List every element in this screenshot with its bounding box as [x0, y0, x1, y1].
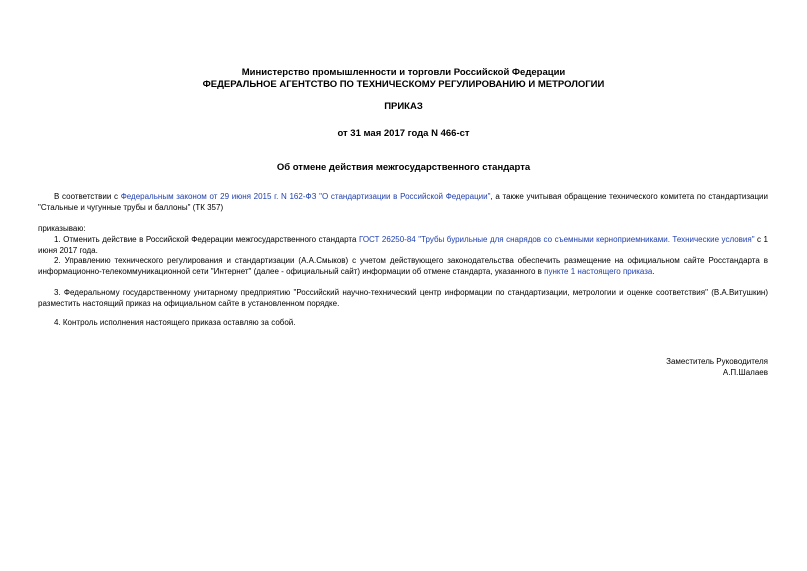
item-1-reference-link[interactable]: пункте 1 настоящего приказа [544, 267, 653, 276]
item-2-text-end: . [652, 267, 655, 276]
order-item-3: 3. Федеральному государственному унитарному предприятию "Российский научно-технический центр информации по стандартизации, метрологии и оценке соответствия" (В.А.Витушкин) разместить настоящий приказ на официальном сайте в установленном порядке. [38, 288, 768, 308]
signature-name: А.П.Шалаев [722, 368, 768, 377]
federal-law-link[interactable]: Федеральным законом от 29 июня 2015 г. N 162-ФЗ "О стандартизации в Российской Федерации" [120, 192, 491, 201]
preamble-text-end: , а также учитывая обращение технического комитета по стандартизации "Стальные и чугунные трубы и баллоны" (ТК 357) [38, 192, 768, 212]
agency-name: ФЕДЕРАЛЬНОЕ АГЕНТСТВО ПО ТЕХНИЧЕСКОМУ РЕГУЛИРОВАНИЮ И МЕТРОЛОГИИ [202, 79, 605, 90]
document-title: Об отмене действия межгосударственного стандарта [276, 162, 531, 173]
gost-26250-84-link[interactable]: ГОСТ 26250-84 "Трубы бурильные для снарядов со съемными керноприемниками. Технические условия" [358, 235, 755, 244]
ministry-name: Министерство промышленности и торговли Российской Федерации [241, 67, 566, 78]
item-2-text-start: 2. Управлению технического регулирования и стандартизации (А.А.Смыков) с учетом действующего законодательства обеспечить размещение на официальном сайте Росстандарта в информационно-телекоммуникационной сети "Интернет" (далее - официальный сайт) информации об отмене стандарта, указанного в [38, 256, 768, 276]
order-item-1 [38, 234, 768, 256]
item-1-text-start: 1. Отменить действие в Российской Федерации межгосударственного стандарта [54, 235, 359, 244]
order-word: приказываю: [38, 224, 86, 233]
preamble-text-start: В соответствии с [54, 192, 121, 201]
item-1-text-end: с 1 июня 2017 года. [38, 235, 768, 255]
order-item-4: 4. Контроль исполнения настоящего приказа оставляю за собой. [54, 318, 296, 327]
signature-position: Заместитель Руководителя [666, 357, 768, 366]
document-date-number: от 31 мая 2017 года N 466-ст [337, 128, 470, 139]
order-item-2 [38, 255, 768, 277]
preamble-paragraph [38, 191, 768, 213]
document-type: ПРИКАЗ [384, 101, 423, 112]
